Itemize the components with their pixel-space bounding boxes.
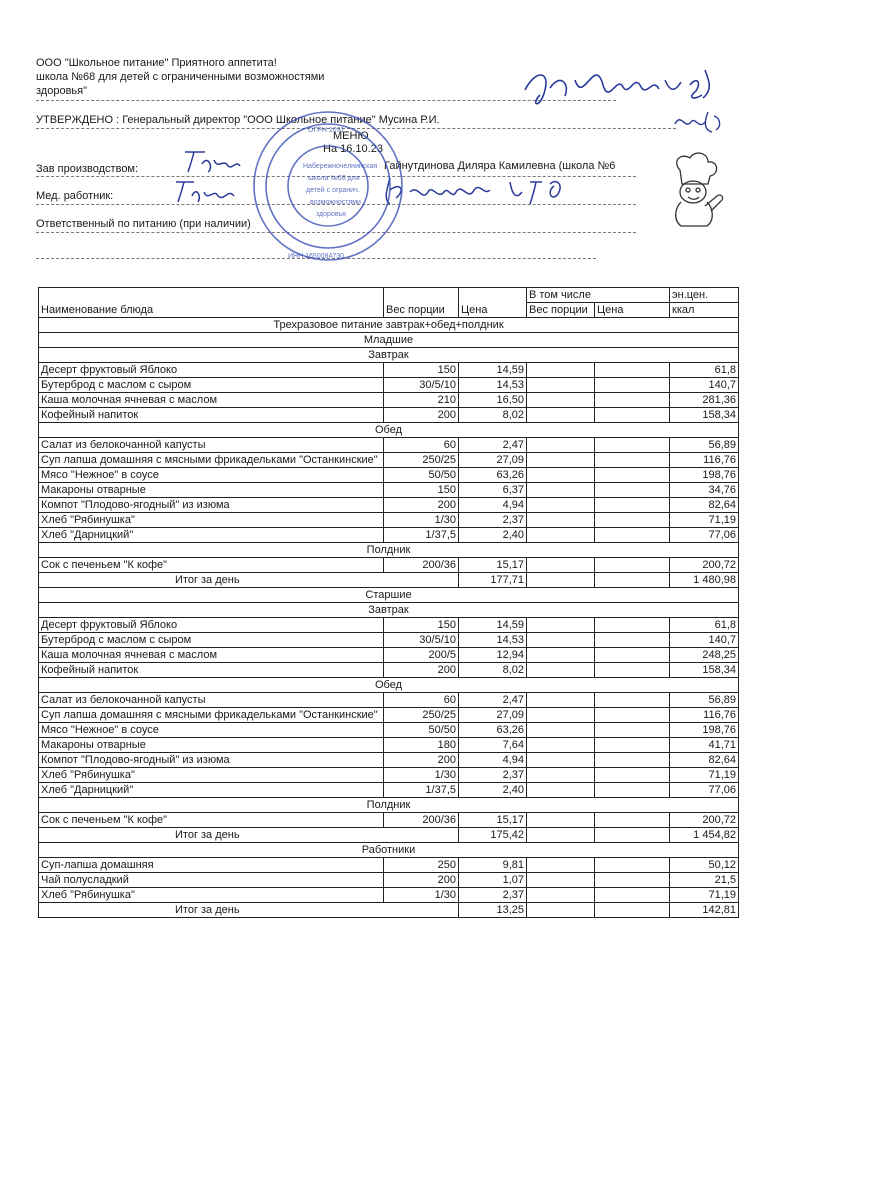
- stamp-text-line: здоровья: [316, 211, 346, 218]
- stamp-text-line: школа №68 для: [308, 175, 360, 182]
- sub-price-cell: [595, 618, 670, 633]
- table-row: [39, 633, 739, 648]
- total-kcal: 1 454,82: [670, 828, 739, 843]
- price-cell: 16,50: [459, 393, 527, 408]
- sub-weight-cell: [527, 438, 595, 453]
- total-price: 175,42: [459, 828, 527, 843]
- dish-name-cell: Макароны отварные: [39, 483, 384, 498]
- total-row: [39, 903, 739, 918]
- sub-price-cell: [595, 813, 670, 828]
- portion-weight-cell: 200/36: [384, 813, 459, 828]
- dish-name-cell: Хлеб "Рябинушка": [39, 888, 384, 903]
- table-row: [39, 363, 739, 378]
- org-line-2: школа №68 для детей с ограниченными возможностями: [36, 71, 325, 83]
- sub-price-cell: [595, 438, 670, 453]
- sub-price-cell: [595, 558, 670, 573]
- snack-section-row: [39, 798, 739, 813]
- sub-weight-cell: [527, 873, 595, 888]
- dish-name-cell: Суп-лапша домашняя: [39, 858, 384, 873]
- sub-price-cell: [595, 768, 670, 783]
- header-energy: эн.цен.: [670, 288, 739, 303]
- dish-name-cell: Хлеб "Дарницкий": [39, 783, 384, 798]
- kcal-cell: 198,76: [670, 723, 739, 738]
- plan-title: Трехразовое питание завтрак+обед+полдник: [39, 318, 739, 333]
- portion-weight-cell: 1/30: [384, 888, 459, 903]
- sub-price-cell: [595, 528, 670, 543]
- total-kcal: 142,81: [670, 903, 739, 918]
- dish-name-cell: Бутерброд с маслом с сыром: [39, 633, 384, 648]
- price-cell: 2,37: [459, 888, 527, 903]
- table-row: [39, 513, 739, 528]
- price-cell: 27,09: [459, 453, 527, 468]
- table-row: [39, 528, 739, 543]
- portion-weight-cell: 60: [384, 438, 459, 453]
- sub-price-cell: [595, 708, 670, 723]
- table-row: [39, 693, 739, 708]
- sub-price-cell: [595, 378, 670, 393]
- price-cell: 2,37: [459, 513, 527, 528]
- empty-cell: [595, 573, 670, 588]
- lunch-section-title: Обед: [39, 678, 739, 693]
- table-row: [39, 648, 739, 663]
- stamp-text-line: возможностями: [310, 199, 361, 206]
- stamp-text-line: Набережночелнинская: [303, 163, 378, 170]
- price-cell: 2,40: [459, 783, 527, 798]
- empty-cell: [595, 903, 670, 918]
- price-cell: 15,17: [459, 813, 527, 828]
- sub-weight-cell: [527, 738, 595, 753]
- menu-title: МЕНЮ: [333, 130, 369, 142]
- table-row: [39, 408, 739, 423]
- table-header-row: [39, 288, 739, 303]
- kcal-cell: 77,06: [670, 528, 739, 543]
- sub-weight-cell: [527, 468, 595, 483]
- kcal-cell: 116,76: [670, 708, 739, 723]
- approved-line: УТВЕРЖДЕНО : Генеральный директор "ООО Школьное питание" Мусина Р.И.: [36, 114, 440, 126]
- header-sub-price: Цена: [595, 303, 670, 318]
- sub-weight-cell: [527, 378, 595, 393]
- workers-group-row: [39, 843, 739, 858]
- dish-name-cell: Хлеб "Рябинушка": [39, 768, 384, 783]
- portion-weight-cell: 1/30: [384, 768, 459, 783]
- dish-name-cell: Кофейный напиток: [39, 408, 384, 423]
- kcal-cell: 200,72: [670, 558, 739, 573]
- sub-price-cell: [595, 858, 670, 873]
- juniors-group-row: [39, 333, 739, 348]
- sub-weight-cell: [527, 693, 595, 708]
- sub-price-cell: [595, 393, 670, 408]
- kcal-cell: 50,12: [670, 858, 739, 873]
- price-cell: 14,59: [459, 618, 527, 633]
- kcal-cell: 21,5: [670, 873, 739, 888]
- portion-weight-cell: 250/25: [384, 453, 459, 468]
- dish-name-cell: Мясо "Нежное" в соусе: [39, 723, 384, 738]
- kcal-cell: 41,71: [670, 738, 739, 753]
- sub-weight-cell: [527, 363, 595, 378]
- lunch-section-row: [39, 423, 739, 438]
- portion-weight-cell: 180: [384, 738, 459, 753]
- dish-name-cell: Макароны отварные: [39, 738, 384, 753]
- kcal-cell: 281,36: [670, 393, 739, 408]
- portion-weight-cell: 50/50: [384, 468, 459, 483]
- medic-signature-image: [170, 174, 250, 206]
- breakfast-section-row: [39, 603, 739, 618]
- approval-signature-image: [670, 106, 730, 136]
- kcal-cell: 34,76: [670, 483, 739, 498]
- portion-weight-cell: 200/36: [384, 558, 459, 573]
- kcal-cell: 82,64: [670, 753, 739, 768]
- table-row: [39, 753, 739, 768]
- sub-weight-cell: [527, 753, 595, 768]
- sub-price-cell: [595, 513, 670, 528]
- sub-weight-cell: [527, 498, 595, 513]
- table-row: [39, 873, 739, 888]
- sub-price-cell: [595, 888, 670, 903]
- portion-weight-cell: 200: [384, 498, 459, 513]
- sub-weight-cell: [527, 783, 595, 798]
- org-line-1: ООО "Школьное питание" Приятного аппетита!: [36, 57, 277, 69]
- table-row: [39, 888, 739, 903]
- dish-name-cell: Десерт фруктовый Яблоко: [39, 618, 384, 633]
- total-label: Итог за день: [39, 903, 459, 918]
- table-row: [39, 468, 739, 483]
- sub-weight-cell: [527, 393, 595, 408]
- responsible-label: Ответственный по питанию (при наличии): [36, 218, 251, 230]
- director-signature-image: [515, 60, 730, 110]
- sub-price-cell: [595, 483, 670, 498]
- menu-date: На 16.10.23: [323, 143, 383, 155]
- dish-name-cell: Хлеб "Дарницкий": [39, 528, 384, 543]
- sub-price-cell: [595, 648, 670, 663]
- sub-weight-cell: [527, 813, 595, 828]
- empty-cell: [527, 903, 595, 918]
- dish-name-cell: Суп лапша домашняя с мясными фрикадельками "Останкинские": [39, 453, 384, 468]
- price-cell: 12,94: [459, 648, 527, 663]
- sub-weight-cell: [527, 768, 595, 783]
- sub-price-cell: [595, 363, 670, 378]
- kcal-cell: 200,72: [670, 813, 739, 828]
- sub-price-cell: [595, 738, 670, 753]
- dish-name-cell: Хлеб "Рябинушка": [39, 513, 384, 528]
- dish-name-cell: Бутерброд с маслом с сыром: [39, 378, 384, 393]
- price-cell: 2,40: [459, 528, 527, 543]
- stamp-inn: ИНН 1650084730: [288, 253, 345, 260]
- portion-weight-cell: 200/5: [384, 648, 459, 663]
- organization-header: [36, 56, 324, 98]
- total-row: [39, 828, 739, 843]
- menu-table-body: [39, 288, 739, 918]
- dish-name-cell: Кофейный напиток: [39, 663, 384, 678]
- sub-weight-cell: [527, 888, 595, 903]
- kcal-cell: 71,19: [670, 768, 739, 783]
- sub-weight-cell: [527, 528, 595, 543]
- kcal-cell: 56,89: [670, 693, 739, 708]
- price-cell: 9,81: [459, 858, 527, 873]
- kcal-cell: 71,19: [670, 513, 739, 528]
- kcal-cell: 198,76: [670, 468, 739, 483]
- total-price: 177,71: [459, 573, 527, 588]
- lunch-section-row: [39, 678, 739, 693]
- portion-weight-cell: 60: [384, 693, 459, 708]
- total-label: Итог за день: [39, 828, 459, 843]
- dish-name-cell: Суп лапша домашняя с мясными фрикадельками "Останкинские": [39, 708, 384, 723]
- sub-price-cell: [595, 498, 670, 513]
- portion-weight-cell: 30/5/10: [384, 633, 459, 648]
- header-including: В том числе: [527, 288, 670, 303]
- price-cell: 4,94: [459, 498, 527, 513]
- dish-name-cell: Сок с печеньем "К кофе": [39, 813, 384, 828]
- dish-name-cell: Салат из белокочанной капусты: [39, 438, 384, 453]
- lunch-section-title: Обед: [39, 423, 739, 438]
- breakfast-section-title: Завтрак: [39, 348, 739, 363]
- total-label: Итог за день: [39, 573, 459, 588]
- table-row: [39, 783, 739, 798]
- portion-weight-cell: 150: [384, 618, 459, 633]
- dish-name-cell: Каша молочная ячневая с маслом: [39, 648, 384, 663]
- portion-weight-cell: 250: [384, 858, 459, 873]
- menu-table: [38, 287, 739, 918]
- sub-price-cell: [595, 408, 670, 423]
- portion-weight-cell: 1/37,5: [384, 528, 459, 543]
- sub-weight-cell: [527, 663, 595, 678]
- price-cell: 4,94: [459, 753, 527, 768]
- table-row: [39, 738, 739, 753]
- portion-weight-cell: 250/25: [384, 708, 459, 723]
- price-cell: 14,53: [459, 378, 527, 393]
- kcal-cell: 71,19: [670, 888, 739, 903]
- price-cell: 8,02: [459, 663, 527, 678]
- sub-price-cell: [595, 873, 670, 888]
- sub-weight-cell: [527, 513, 595, 528]
- price-cell: 7,64: [459, 738, 527, 753]
- table-row: [39, 858, 739, 873]
- kcal-cell: 158,34: [670, 663, 739, 678]
- header-weight: Вес порции: [384, 288, 459, 318]
- price-cell: 15,17: [459, 558, 527, 573]
- portion-weight-cell: 150: [384, 363, 459, 378]
- table-row: [39, 708, 739, 723]
- total-kcal: 1 480,98: [670, 573, 739, 588]
- price-cell: 2,47: [459, 438, 527, 453]
- price-cell: 2,47: [459, 693, 527, 708]
- price-cell: 14,59: [459, 363, 527, 378]
- portion-weight-cell: 1/30: [384, 513, 459, 528]
- table-row: [39, 378, 739, 393]
- breakfast-section-title: Завтрак: [39, 603, 739, 618]
- sub-weight-cell: [527, 633, 595, 648]
- sub-weight-cell: [527, 648, 595, 663]
- seniors-group-row: [39, 588, 739, 603]
- empty-cell: [595, 828, 670, 843]
- portion-weight-cell: 200: [384, 873, 459, 888]
- table-row: [39, 438, 739, 453]
- workers-group-title: Работники: [39, 843, 739, 858]
- portion-weight-cell: 200: [384, 663, 459, 678]
- empty-cell: [527, 828, 595, 843]
- medic-label: Мед. работник:: [36, 190, 114, 202]
- portion-weight-cell: 200: [384, 753, 459, 768]
- price-cell: 63,26: [459, 723, 527, 738]
- sub-price-cell: [595, 753, 670, 768]
- table-row: [39, 498, 739, 513]
- sub-price-cell: [595, 693, 670, 708]
- price-cell: 2,37: [459, 768, 527, 783]
- portion-weight-cell: 200: [384, 408, 459, 423]
- school-stamp-image: [248, 106, 408, 266]
- price-cell: 63,26: [459, 468, 527, 483]
- sub-price-cell: [595, 663, 670, 678]
- portion-weight-cell: 50/50: [384, 723, 459, 738]
- breakfast-section-row: [39, 348, 739, 363]
- seniors-group-title: Старшие: [39, 588, 739, 603]
- snack-section-title: Полдник: [39, 543, 739, 558]
- stamp-text-line: детей с огранич.: [306, 187, 360, 194]
- table-row: [39, 663, 739, 678]
- header-kcal: ккал: [670, 303, 739, 318]
- chef-logo-image: [655, 150, 730, 230]
- kcal-cell: 61,8: [670, 363, 739, 378]
- sub-weight-cell: [527, 558, 595, 573]
- portion-weight-cell: 210: [384, 393, 459, 408]
- table-row: [39, 618, 739, 633]
- table-row: [39, 768, 739, 783]
- table-row: [39, 813, 739, 828]
- dish-name-cell: Мясо "Нежное" в соусе: [39, 468, 384, 483]
- kcal-cell: 77,06: [670, 783, 739, 798]
- table-row: [39, 558, 739, 573]
- sub-weight-cell: [527, 483, 595, 498]
- dish-name-cell: Чай полусладкий: [39, 873, 384, 888]
- total-price: 13,25: [459, 903, 527, 918]
- sub-price-cell: [595, 783, 670, 798]
- table-row: [39, 453, 739, 468]
- table-row: [39, 723, 739, 738]
- sub-weight-cell: [527, 858, 595, 873]
- dish-name-cell: Десерт фруктовый Яблоко: [39, 363, 384, 378]
- price-cell: 14,53: [459, 633, 527, 648]
- stamp-ogrn: ОГРН 1031: [308, 127, 345, 134]
- price-cell: 1,07: [459, 873, 527, 888]
- header-dish-name: Наименование блюда: [39, 288, 384, 318]
- kcal-cell: 82,64: [670, 498, 739, 513]
- sub-weight-cell: [527, 408, 595, 423]
- org-line-3: здоровья": [36, 85, 88, 97]
- price-cell: 8,02: [459, 408, 527, 423]
- kcal-cell: 158,34: [670, 408, 739, 423]
- sub-weight-cell: [527, 618, 595, 633]
- sub-price-cell: [595, 723, 670, 738]
- kcal-cell: 248,25: [670, 648, 739, 663]
- snack-section-row: [39, 543, 739, 558]
- snack-section-title: Полдник: [39, 798, 739, 813]
- juniors-group-title: Младшие: [39, 333, 739, 348]
- kcal-cell: 140,7: [670, 378, 739, 393]
- portion-weight-cell: 30/5/10: [384, 378, 459, 393]
- medic-name-handwriting-image: [380, 170, 610, 210]
- dish-name-cell: Сок с печеньем "К кофе": [39, 558, 384, 573]
- sub-weight-cell: [527, 708, 595, 723]
- production-label: Зав производством:: [36, 163, 139, 175]
- kcal-cell: 116,76: [670, 453, 739, 468]
- dish-name-cell: Компот "Плодово-ягодный" из изюма: [39, 753, 384, 768]
- sub-price-cell: [595, 468, 670, 483]
- price-cell: 6,37: [459, 483, 527, 498]
- kcal-cell: 140,7: [670, 633, 739, 648]
- header-price: Цена: [459, 288, 527, 318]
- dish-name-cell: Салат из белокочанной капусты: [39, 693, 384, 708]
- total-row: [39, 573, 739, 588]
- production-name: Гайнутдинова Диляра Камилевна (школа №6: [384, 160, 616, 172]
- sub-price-cell: [595, 633, 670, 648]
- production-signature-image: [180, 146, 250, 176]
- header-sub-weight: Вес порции: [527, 303, 595, 318]
- table-row: [39, 393, 739, 408]
- sub-weight-cell: [527, 453, 595, 468]
- portion-weight-cell: 1/37,5: [384, 783, 459, 798]
- kcal-cell: 61,8: [670, 618, 739, 633]
- kcal-cell: 56,89: [670, 438, 739, 453]
- sub-price-cell: [595, 453, 670, 468]
- plan-row: [39, 318, 739, 333]
- sub-weight-cell: [527, 723, 595, 738]
- dish-name-cell: Каша молочная ячневая с маслом: [39, 393, 384, 408]
- portion-weight-cell: 150: [384, 483, 459, 498]
- table-row: [39, 483, 739, 498]
- price-cell: 27,09: [459, 708, 527, 723]
- empty-cell: [527, 573, 595, 588]
- dish-name-cell: Компот "Плодово-ягодный" из изюма: [39, 498, 384, 513]
